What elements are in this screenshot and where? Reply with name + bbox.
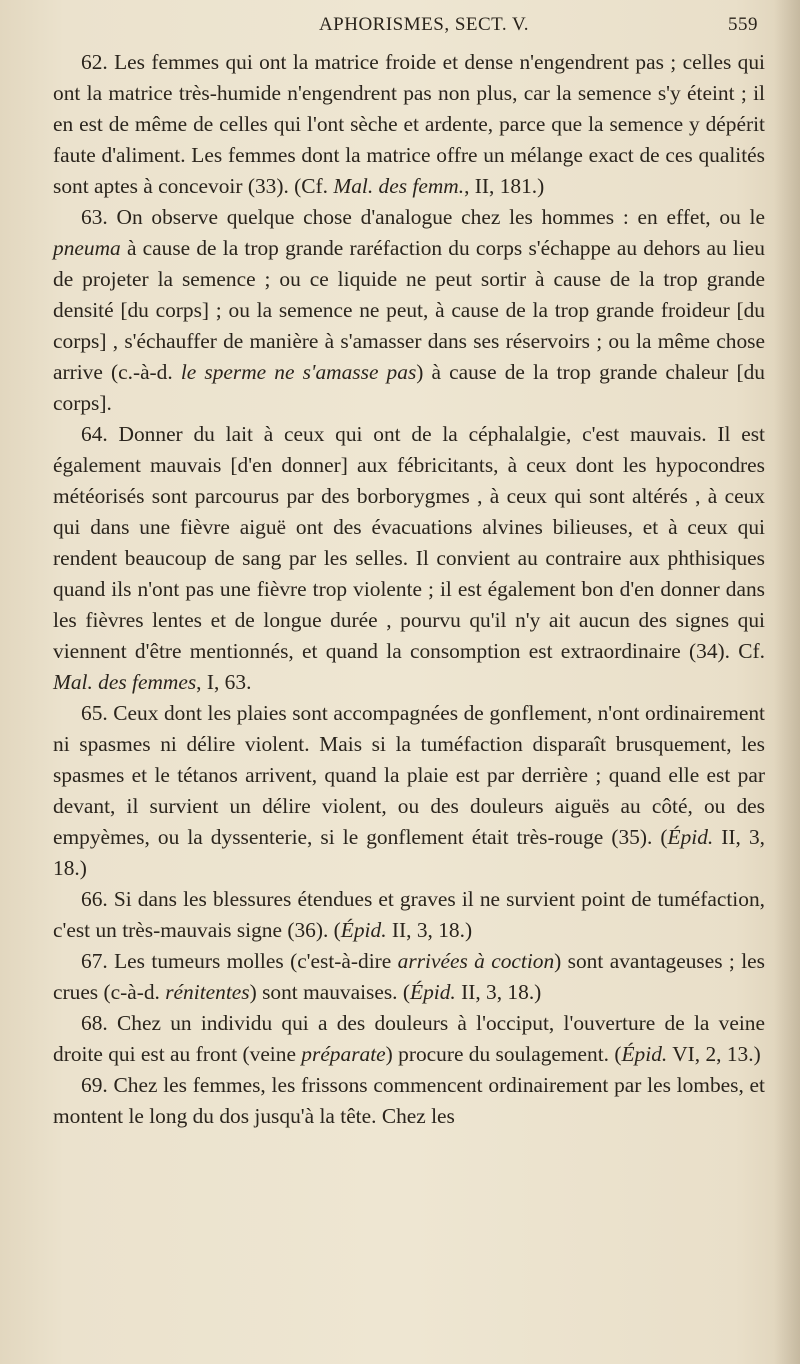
- body-text: [53, 47, 765, 1132]
- aphorism-paragraph: [53, 47, 765, 202]
- aphorism-number: 62.: [81, 50, 108, 74]
- aphorism-number: 69.: [81, 1073, 108, 1097]
- page-header: [90, 14, 758, 44]
- paragraph-text: Si dans les blessures étendues et graves il ne survient point de tuméfaction, c'est un très-mauvais signe (36). (: [53, 887, 765, 942]
- paragraph-text: , I, 63.: [196, 670, 252, 694]
- italic-text: Épid.: [621, 1042, 668, 1066]
- paragraph-text: , II, 181.): [464, 174, 545, 198]
- italic-text: Épid.: [410, 980, 456, 1004]
- aphorism-paragraph: [53, 202, 765, 419]
- aphorism-number: 67.: [81, 949, 108, 973]
- paragraph-text: ) sont avantageuses ; les crues (c-à-d.: [53, 949, 765, 1004]
- italic-text: le sperme ne s'amasse pas: [180, 360, 417, 384]
- aphorism-number: 65.: [81, 701, 108, 725]
- paragraph-text: II, 3, 18.): [53, 825, 765, 880]
- paragraph-text: ) sont mauvaises. (: [249, 980, 410, 1004]
- paragraph-text: On observe quelque chose d'analogue chez les hommes : en effet, ou le: [107, 205, 765, 229]
- italic-text: Épid.: [667, 825, 714, 849]
- page-number: 559: [728, 14, 758, 35]
- italic-text: pneuma: [53, 236, 121, 260]
- italic-text: rénitentes: [165, 980, 250, 1004]
- italic-text: Mal. des femm.: [333, 174, 465, 198]
- aphorism-number: 66.: [81, 887, 108, 911]
- aphorism-paragraph: [53, 698, 765, 884]
- aphorism-paragraph: [53, 419, 765, 698]
- aphorism-paragraph: [53, 1008, 765, 1070]
- paragraph-text: Chez les femmes, les frissons commencent ordinairement par les lombes, et montent le long du dos jusqu'à la tête. Chez les: [53, 1073, 765, 1128]
- paragraph-text: ) à cause de la trop grande chaleur [du corps].: [53, 360, 765, 415]
- aphorism-number: 64.: [81, 422, 108, 446]
- italic-text: Épid.: [340, 918, 387, 942]
- italic-text: arrivées à coction: [397, 949, 555, 973]
- page-edge-shadow: [774, 0, 800, 1364]
- paragraph-text: Donner du lait à ceux qui ont de la céphalalgie, c'est mauvais. Il est également mauvais [d'en donner] aux fébricitants, à ceux dont les hypocondres météorisés sont parcourus par des borborygmes , à ceux qui sont altérés , à ceux qui dans une fièvre aiguë ont des évacuations alvines bilieuses, et à ceux qui rendent beaucoup de sang par les selles. Il convient au contraire aux phthisiques quand ils n'ont pas une fièvre trop violente ; il est également bon d'en donner dans les fièvres lentes et de longue durée , pourvu qu'il n'y ait aucun des signes qui viennent d'être mentionnés, et quand la consomption est extraordinaire (34). Cf.: [53, 422, 765, 663]
- aphorism-number: 63.: [81, 205, 108, 229]
- italic-text: Mal. des femmes: [53, 670, 197, 694]
- paragraph-text: II, 3, 18.): [386, 918, 473, 942]
- paragraph-text: Les femmes qui ont la matrice froide et dense n'engendrent pas ; celles qui ont la matrice très-humide n'engendrent pas non plus, car la semence s'y éteint ; il en est de même de celles qui l'ont sèche et ardente, parce que la semence y dépérit faute d'aliment. Les femmes dont la matrice offre un mélange exact de ces qualités sont aptes à concevoir (33). (Cf.: [53, 50, 765, 198]
- aphorism-paragraph: [53, 946, 765, 1008]
- italic-text: préparate: [301, 1042, 386, 1066]
- aphorism-paragraph: [53, 1070, 765, 1132]
- paragraph-text: Chez un individu qui a des douleurs à l'occiput, l'ouverture de la veine droite qui est au front (veine: [53, 1011, 765, 1066]
- paragraph-text: ) procure du soulagement. (: [385, 1042, 622, 1066]
- running-title: APHORISMES, SECT. V.: [318, 14, 530, 35]
- paragraph-text: Ceux dont les plaies sont accompagnées de gonflement, n'ont ordinairement ni spasmes ni délire violent. Mais si la tuméfaction disparaît brusquement, les spasmes et le tétanos arrivent, quand la plaie est par derrière ; quand elle est par devant, il survient un délire violent, ou des douleurs aiguës au côté, ou des empyèmes, ou la dyssenterie, si le gonflement était très-rouge (35). (: [53, 701, 765, 849]
- aphorism-paragraph: [53, 884, 765, 946]
- paragraph-text: Les tumeurs molles (c'est-à-dire: [107, 949, 398, 973]
- paragraph-text: II, 3, 18.): [455, 980, 542, 1004]
- paragraph-text: VI, 2, 13.): [667, 1042, 761, 1066]
- aphorism-number: 68.: [81, 1011, 108, 1035]
- paragraph-text: à cause de la trop grande raréfaction du corps s'échappe au dehors au lieu de projeter la semence ; ou ce liquide ne peut sortir à cause de la trop grande densité [du corps] ; ou la semence ne peut, à cause de la trop grande froideur [du corps] , s'échauffer de manière à s'amasser dans ses réservoirs ; ou la même chose arrive (c.-à-d.: [53, 236, 765, 384]
